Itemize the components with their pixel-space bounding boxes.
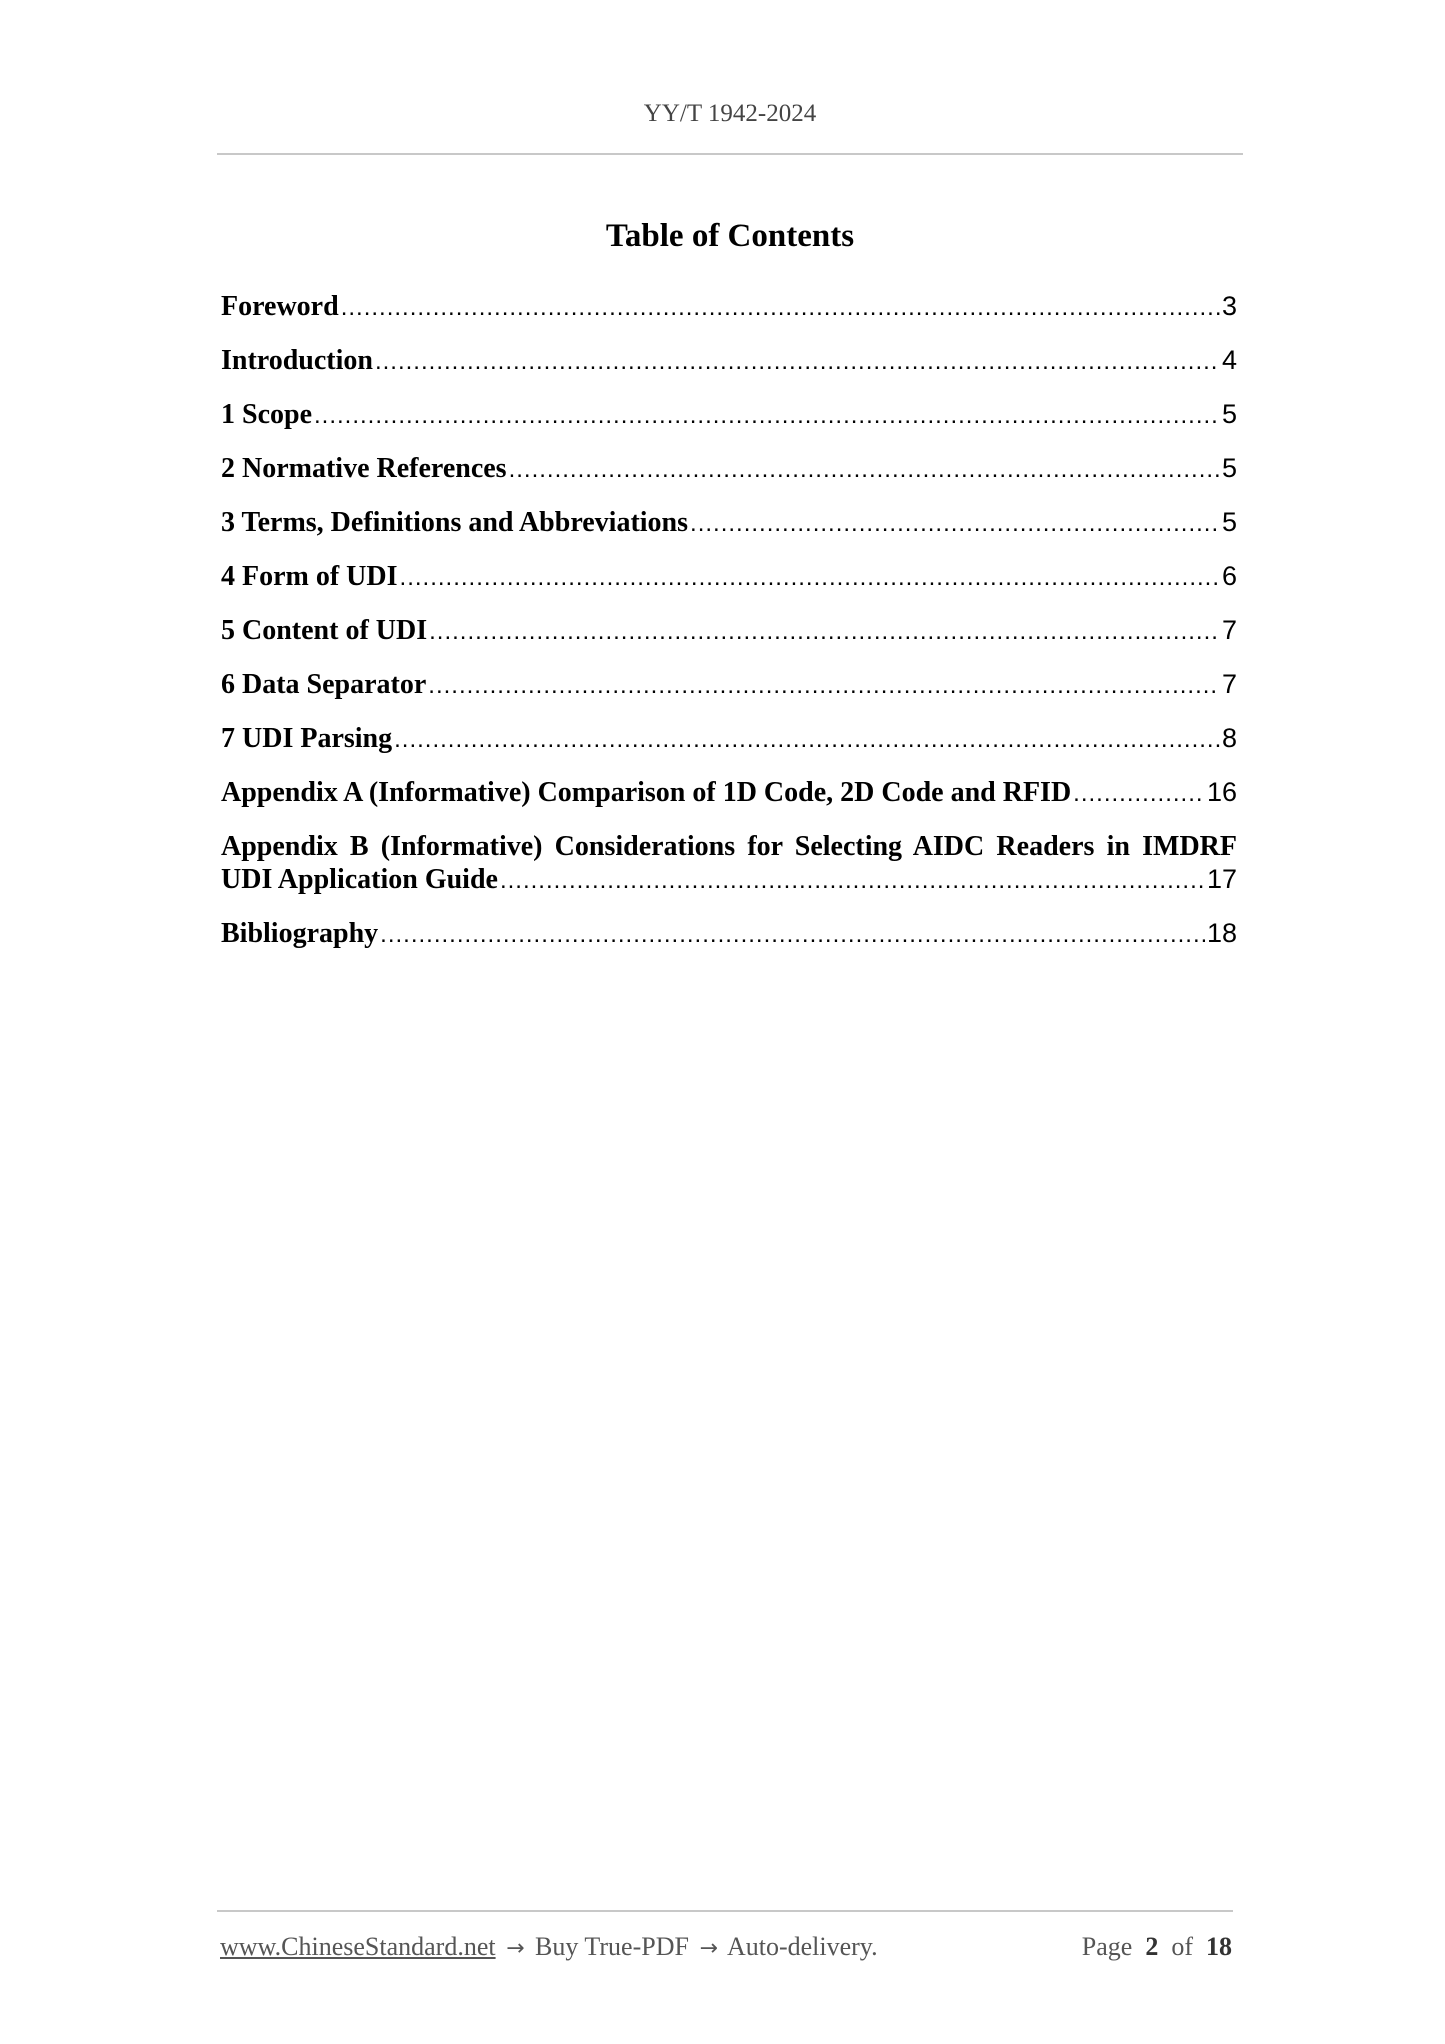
toc-entry-form-of-udi[interactable]: [221, 560, 1237, 594]
dot-leader: [690, 507, 1220, 540]
toc-entry-terms-definitions[interactable]: [221, 506, 1237, 540]
dot-leader: [400, 561, 1220, 594]
toc-entry-appendix-a[interactable]: [221, 776, 1237, 810]
header-divider: [217, 153, 1243, 155]
toc-entry-label: Bibliography: [221, 918, 379, 949]
toc-entry-bibliography[interactable]: [221, 917, 1237, 951]
toc-entry-page: 4: [1221, 345, 1237, 375]
dot-leader: [428, 669, 1220, 702]
arrow-right-icon: →: [699, 1936, 718, 1961]
toc-entry-data-separator[interactable]: [221, 668, 1237, 702]
toc-entry-label: 2 Normative References: [221, 453, 507, 484]
footer-divider: [217, 1910, 1233, 1912]
dot-leader: [341, 291, 1220, 324]
toc-entry-label: 4 Form of UDI: [221, 561, 398, 592]
toc-entry-page: 5: [1221, 507, 1237, 537]
page-footer: [220, 1932, 1232, 1962]
dot-leader: [509, 453, 1220, 486]
dot-leader: [1073, 777, 1205, 810]
table-of-contents: [221, 290, 1237, 971]
dot-leader: [314, 399, 1220, 432]
toc-entry-label: 6 Data Separator: [221, 669, 427, 700]
toc-entry-udi-parsing[interactable]: [221, 722, 1237, 756]
total-page-number: 18: [1206, 1932, 1232, 1961]
current-page-number: 2: [1145, 1932, 1159, 1961]
footer-promo: [220, 1932, 878, 1962]
toc-entry-page: 5: [1221, 453, 1237, 483]
toc-entry-label: 7 UDI Parsing: [221, 723, 393, 754]
dot-leader: [375, 345, 1220, 378]
toc-title: Table of Contents: [605, 218, 855, 254]
toc-entry-label: Appendix A (Informative) Comparison of 1D Code, 2D Code and RFID: [221, 777, 1072, 808]
toc-entry-page: 16: [1206, 777, 1237, 807]
toc-entry-page: 7: [1221, 669, 1237, 699]
toc-entry-label: 1 Scope: [221, 399, 312, 430]
toc-entry-foreword[interactable]: [221, 290, 1237, 324]
toc-entry-label: Introduction: [221, 345, 373, 376]
dot-leader: [429, 615, 1220, 648]
toc-entry-normative-references[interactable]: [221, 452, 1237, 486]
toc-entry-label: 3 Terms, Definitions and Abbreviations: [221, 507, 689, 538]
page-number: [1082, 1932, 1232, 1962]
toc-entry-page: 6: [1221, 561, 1237, 591]
dot-leader: [394, 723, 1220, 756]
site-link[interactable]: www.ChineseStandard.net: [220, 1932, 496, 1961]
toc-entry-page: 3: [1221, 291, 1237, 321]
dot-leader: [500, 864, 1205, 897]
toc-entry-appendix-b[interactable]: [221, 830, 1237, 897]
toc-entry-label-line1: Appendix B (Informative) Considerations for Selecting AIDC Readers in IMDRF: [221, 831, 1237, 862]
document-code-header: YY/T 1942-2024: [643, 100, 817, 127]
page-word: Page: [1081, 1932, 1133, 1961]
toc-entry-label: UDI Application Guide: [221, 864, 498, 895]
dot-leader: [380, 918, 1205, 951]
arrow-right-icon: →: [506, 1936, 525, 1961]
toc-entry-page: 17: [1206, 864, 1237, 894]
toc-entry-introduction[interactable]: [221, 344, 1237, 378]
of-word: of: [1171, 1932, 1193, 1961]
buy-true-pdf-text: Buy True-PDF: [535, 1932, 689, 1961]
toc-entry-label: Foreword: [221, 291, 339, 322]
toc-entry-page: 5: [1221, 399, 1237, 429]
auto-delivery-text: Auto-delivery.: [726, 1932, 878, 1961]
toc-entry-page: 18: [1206, 918, 1237, 948]
toc-entry-scope[interactable]: [221, 398, 1237, 432]
toc-entry-label: 5 Content of UDI: [221, 615, 428, 646]
toc-entry-content-of-udi[interactable]: [221, 614, 1237, 648]
toc-entry-page: 8: [1221, 723, 1237, 753]
toc-entry-page: 7: [1221, 615, 1237, 645]
